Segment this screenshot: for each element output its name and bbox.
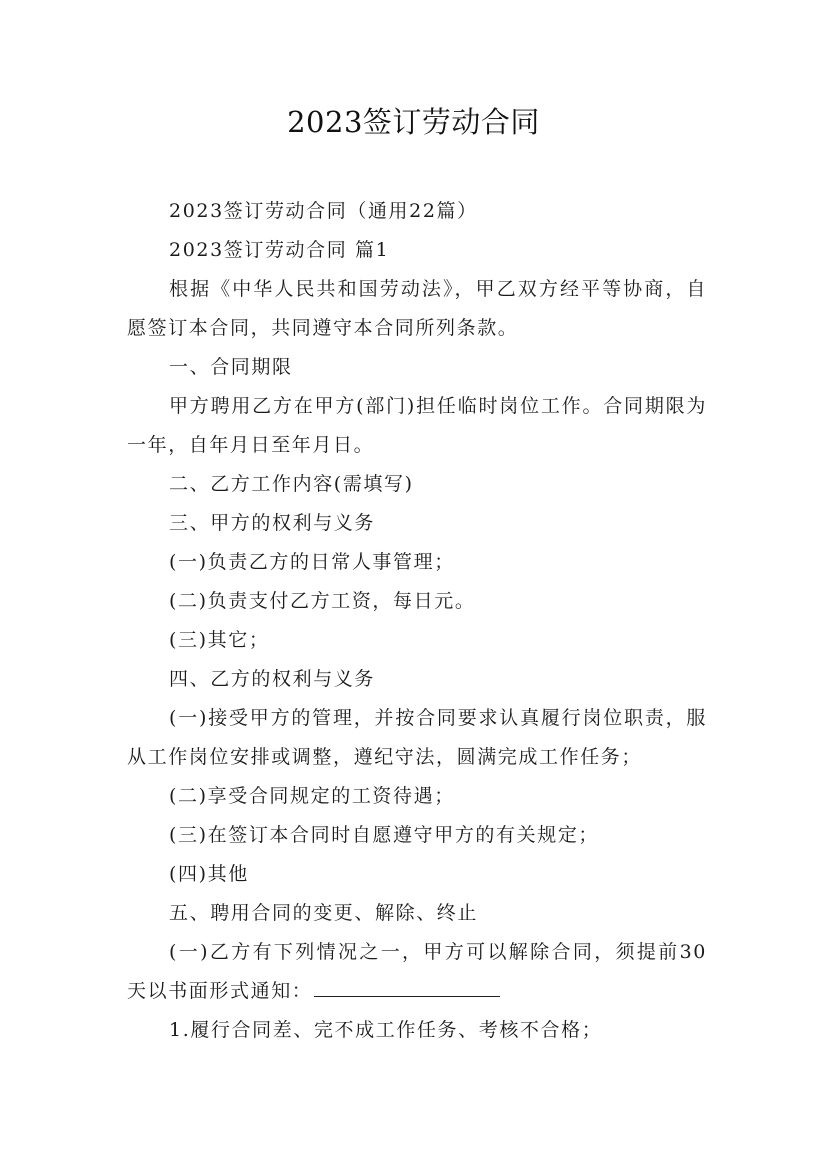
clause-item: (一)负责乙方的日常人事管理； (169, 551, 455, 573)
clause-heading: 三、甲方的权利与义务 (169, 512, 376, 534)
clause-item: (三)在签订本合同时自愿遵守甲方的有关规定； (169, 824, 600, 846)
clause-heading: 五、聘用合同的变更、解除、终止 (169, 902, 479, 924)
clause-item: (四)其他 (169, 863, 249, 885)
paragraph: 根据《中华人民共和国劳动法》，甲乙双方经平等协商，自愿签订本合同，共同遵守本合同所列条款。 (127, 278, 707, 339)
document-title: 2023签订劳动合同 (287, 105, 540, 139)
paragraph: 甲方聘用乙方在甲方(部门)担任临时岗位工作。合同期限为一年，自年月日至年月日。 (127, 395, 707, 456)
clause-item: (二)享受合同规定的工资待遇； (169, 785, 455, 807)
document-body (127, 192, 707, 1050)
clause-heading: 一、合同期限 (169, 356, 293, 378)
subtitle: 2023签订劳动合同（通用22篇） (169, 200, 478, 222)
fill-in-blank-line (314, 995, 500, 997)
clause-subitem: 1.履行合同差、完不成工作任务、考核不合格； (169, 1019, 603, 1041)
clause-item: (二)负责支付乙方工资，每日元。 (169, 590, 476, 612)
clause-item: (一)接受甲方的管理，并按合同要求认真履行岗位职责，服从工作岗位安排或调整，遵纪守法，圆满完成工作任务； (127, 707, 707, 768)
clause-item-text: (一)乙方有下列情况之一，甲方可以解除合同，须提前30天以书面形式通知： (127, 941, 707, 1002)
clause-item: (三)其它； (169, 629, 270, 651)
clause-item-with-blank (127, 933, 707, 1011)
clause-heading: 四、乙方的权利与义务 (169, 668, 376, 690)
clause-heading: 二、乙方工作内容(需填写) (169, 473, 414, 495)
section-heading: 2023签订劳动合同 篇1 (169, 239, 390, 261)
